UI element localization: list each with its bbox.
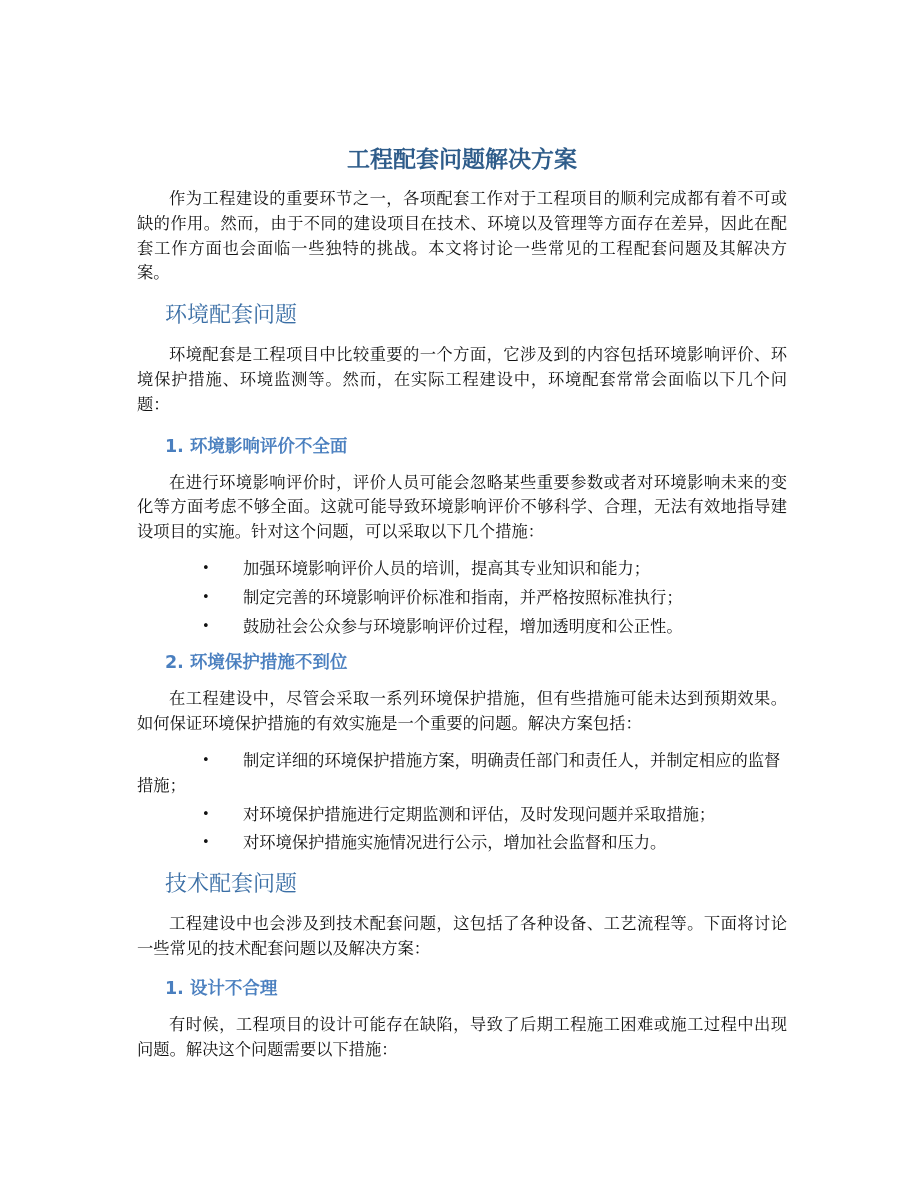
list-item	[137, 749, 787, 799]
list-item-text: 对环境保护措施实施情况进行公示，增加社会监督和压力。	[243, 833, 667, 853]
section-heading-environment: 环境配套问题	[165, 303, 298, 329]
list-item	[137, 557, 787, 582]
section-intro-environment: 环境配套是工程项目中比较重要的一个方面，它涉及到的内容包括环境影响评价、环境保护措施、环境监测等。然而，在实际工程建设中，环境配套常常会面临以下几个问题：	[137, 345, 787, 414]
subsection-text-protection: 在工程建设中，尽管会采取一系列环境保护措施，但有些措施可能未达到预期效果。如何保证环境保护措施的有效实施是一个重要的问题。解决方案包括：	[137, 689, 787, 734]
list-item	[137, 586, 787, 611]
list-item	[137, 831, 787, 856]
list-item	[137, 803, 787, 828]
bullet-icon: •	[202, 806, 210, 822]
document-title: 工程配套问题解决方案	[347, 147, 577, 173]
list-item	[137, 615, 787, 640]
bullet-icon: •	[202, 618, 210, 634]
bullet-icon: •	[202, 589, 210, 605]
bullet-icon: •	[202, 835, 210, 851]
bullet-icon: •	[202, 560, 210, 576]
list-item-text: 鼓励社会公众参与环境影响评价过程，增加透明度和公正性。	[243, 616, 683, 636]
list-item-text: 制定完善的环境影响评价标准和指南，并严格按照标准执行；	[243, 587, 683, 607]
subsection-heading-eia: 1. 环境影响评价不全面	[165, 436, 348, 457]
list-item-text: 对环境保护措施进行定期监测和评估，及时发现问题并采取措施；	[243, 804, 716, 824]
subsection-heading-design: 1. 设计不合理	[165, 978, 278, 999]
bullet-icon: •	[202, 752, 210, 768]
subsection-text-design: 有时候，工程项目的设计可能存在缺陷，导致了后期工程施工困难或施工过程中出现问题。解决这个问题需要以下措施：	[137, 1014, 787, 1059]
subsection-text-eia: 在进行环境影响评价时，评价人员可能会忽略某些重要参数或者对环境影响未来的变化等方面考虑不够全面。这就可能导致环境影响评价不够科学、合理，无法有效地指导建设项目的实施。针对这个问题，可以采取以下几个措施：	[137, 472, 787, 542]
intro-paragraph: 作为工程建设的重要环节之一，各项配套工作对于工程项目的顺利完成都有着不可或缺的作用。然而，由于不同的建设项目在技术、环境以及管理等方面存在差异，因此在配套工作方面也会面临一些独特的挑战。本文将讨论一些常见的工程配套问题及其解决方案。	[137, 189, 787, 283]
bullet-list-eia	[137, 557, 787, 639]
list-item-text: 制定详细的环境保护措施方案，明确责任部门和责任人，并制定相应的监督措施；	[137, 750, 781, 795]
subsection-heading-protection: 2. 环境保护措施不到位	[165, 653, 348, 674]
section-intro-technical: 工程建设中也会涉及到技术配套问题，这包括了各种设备、工艺流程等。下面将讨论一些常见的技术配套问题以及解决方案：	[137, 914, 787, 958]
list-item-text: 加强环境影响评价人员的培训，提高其专业知识和能力；	[243, 558, 651, 578]
document-page	[137, 140, 787, 1062]
section-heading-technical: 技术配套问题	[165, 872, 298, 898]
bullet-list-protection	[137, 749, 787, 856]
